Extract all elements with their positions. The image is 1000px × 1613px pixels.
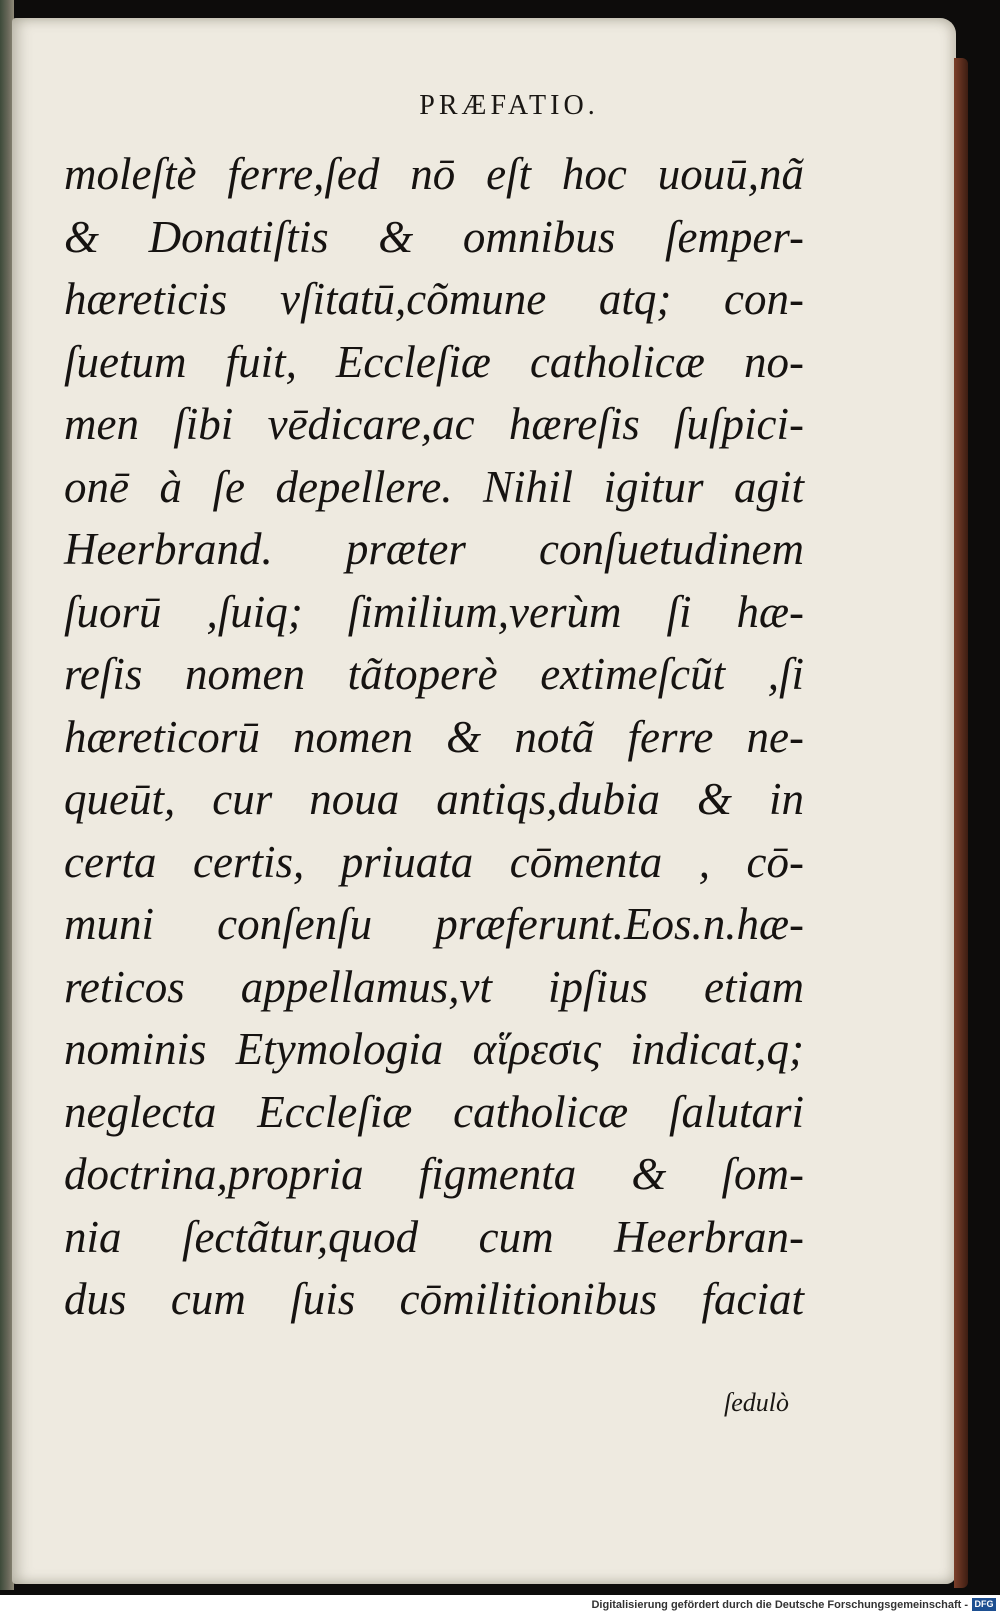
running-head: PRÆFATIO. [419, 90, 599, 121]
text-line: nia ſectãtur,quod cum Heerbran- [64, 1211, 804, 1262]
text-line: dus cum ſuis cōmilitionibus faciat [64, 1274, 804, 1324]
text-line: hæreticorū nomen & notã ferre ne- [64, 711, 804, 762]
text-line: moleſtè ferre,ſed nō eſt hoc uouū,nã [64, 149, 804, 199]
text-line: ſuetum fuit, Eccleſiæ catholicæ no- [64, 336, 804, 387]
catchword: ſedulò [724, 1388, 789, 1417]
text-line: nominis Etymologia αἵρεσις indicat,q; [64, 1024, 804, 1074]
text-line: muni conſenſu præferunt.Eos.n.hæ- [64, 899, 804, 949]
text-line: neglecta Eccleſiæ catholicæ ſalutari [64, 1086, 804, 1137]
text-line: Heerbrand. præter conſuetudinem [64, 524, 804, 574]
text-line: reſis nomen tãtoperè extimeſcũt ,ſi [64, 649, 804, 699]
text-line: doctrina,propria figmenta & ſom- [64, 1149, 804, 1199]
book-page [12, 18, 956, 1584]
text-line: certa certis, priuata cōmenta , cō- [64, 836, 804, 887]
page-edge [954, 58, 968, 1588]
text-line: queūt, cur noua antiqs,dubia & in [64, 774, 804, 824]
text-line: onē à ſe depellere. Nihil igitur agit [64, 461, 804, 512]
text-line: men ſibi vēdicare,ac hæreſis ſuſpici- [64, 399, 804, 449]
text-block [64, 143, 804, 1331]
footer-bar [0, 1595, 1000, 1613]
text-line: ſuorū ,ſuiq; ſimilium,verùm ſi hæ- [64, 586, 804, 637]
dfg-logo: DFG [972, 1598, 996, 1611]
text-line: hæreticis vſitatū,cõmune atq; con- [64, 274, 804, 324]
footer-credit: Digitalisierung gefördert durch die Deutsche Forschungsgemeinschaft - [591, 1599, 968, 1611]
text-line: reticos appellamus,vt ipſius etiam [64, 961, 804, 1012]
text-line: & Donatiſtis & omnibus ſemper- [64, 211, 804, 262]
